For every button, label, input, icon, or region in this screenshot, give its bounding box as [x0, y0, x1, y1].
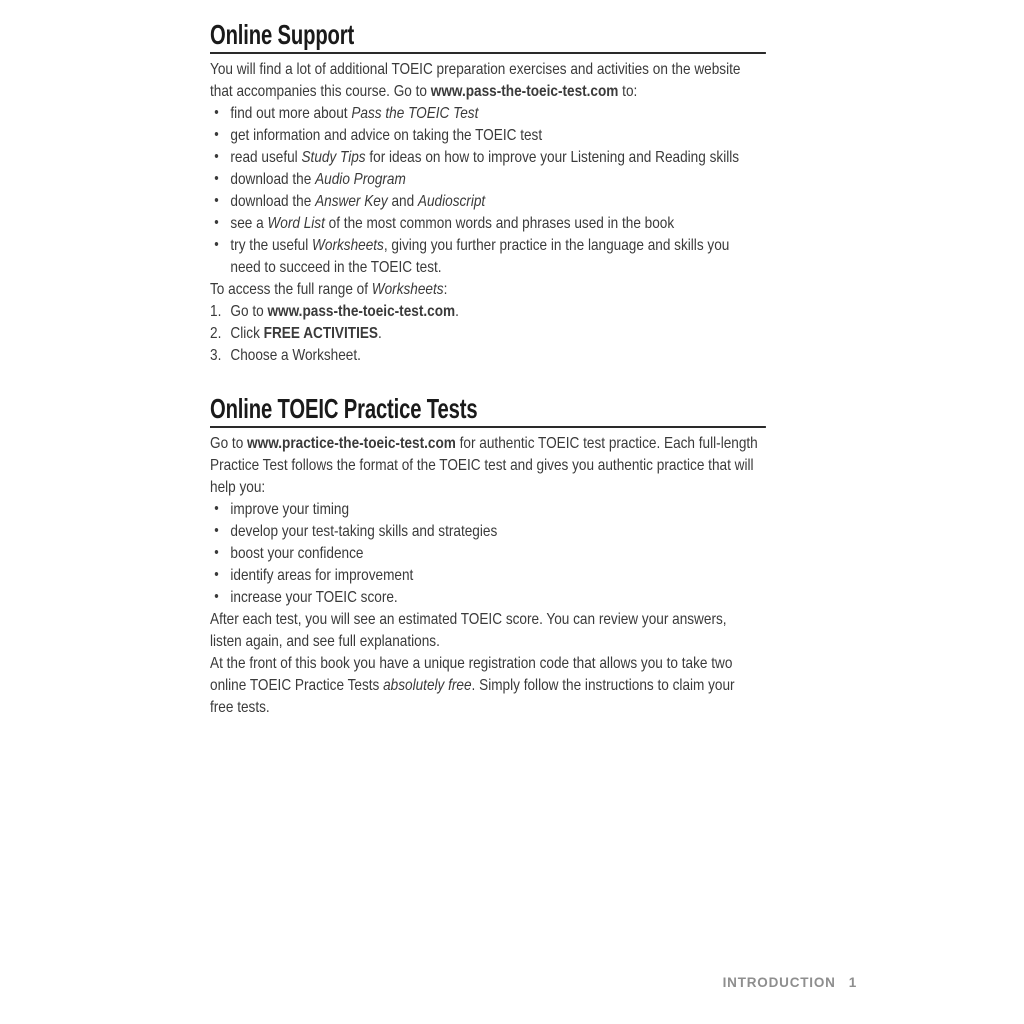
list-item-text — [230, 215, 674, 232]
text-run: Go to — [210, 435, 248, 452]
text-run: try the useful — [230, 237, 313, 254]
list-item-text — [230, 127, 542, 144]
section-heading-text: Online TOEIC Practice Tests — [210, 393, 478, 424]
list-item-text — [230, 545, 363, 562]
section-heading-practice-tests — [210, 395, 766, 428]
bullet-icon: • — [214, 104, 219, 121]
text-run: listen again, and see full explanations. — [210, 633, 440, 650]
italic-text: Audio Program — [315, 171, 406, 188]
list-item-text — [230, 149, 739, 166]
text-run: and — [387, 193, 418, 210]
bold-text: FREE ACTIVITIES — [263, 325, 378, 342]
text-run: . — [377, 325, 382, 342]
italic-text: Answer Key — [315, 193, 388, 210]
bullet-icon: • — [214, 522, 219, 539]
bullet-icon: • — [214, 126, 219, 143]
text-run: . — [455, 303, 459, 320]
bullet-icon: • — [214, 566, 219, 583]
bold-text: www.practice-the-toeic-test.com — [247, 435, 456, 452]
bold-text: www.pass-the-toeic-test.com — [430, 83, 619, 100]
text-run: improve your timing — [230, 501, 350, 518]
footer-page-number: 1 — [848, 975, 857, 990]
text-run: . Simply follow the instructions to claim your — [471, 677, 735, 694]
bullet-icon: • — [214, 500, 219, 517]
worksheets-access-paragraph — [210, 279, 805, 301]
after-test-paragraph — [210, 609, 805, 653]
bullet-icon: • — [214, 148, 219, 165]
worksheets-step-list — [210, 301, 805, 367]
text-run: At the front of this book you have a unique registration code that allows you to take two — [210, 655, 733, 672]
text-run: find out more about — [230, 105, 352, 122]
text-run: Choose a Worksheet. — [230, 347, 361, 364]
italic-text: Pass the TOEIC Test — [351, 105, 479, 122]
bullet-list-item — [210, 235, 805, 279]
text-run: Go to — [230, 303, 268, 320]
list-item-text — [230, 501, 349, 518]
support-bullet-list — [210, 103, 805, 279]
list-item-text — [230, 237, 729, 276]
text-run: for authentic TOEIC test practice. Each full-length — [455, 435, 758, 452]
text-run: : — [443, 281, 448, 298]
section-heading-text: Online Support — [210, 19, 355, 50]
text-run: download the — [230, 171, 316, 188]
bullet-list-item — [210, 543, 805, 565]
text-run: identify areas for improvement — [230, 567, 414, 584]
italic-text: Study Tips — [301, 149, 366, 166]
bullet-list-item — [210, 521, 805, 543]
bold-text: www.pass-the-toeic-test.com — [267, 303, 456, 320]
text-run: read useful — [230, 149, 302, 166]
section-practice-tests — [210, 395, 805, 719]
text-run: Click — [230, 325, 264, 342]
italic-text: Word List — [267, 215, 325, 232]
list-item-text — [230, 303, 458, 320]
bullet-list-item — [210, 103, 805, 125]
text-run: need to succeed in the TOEIC test. — [230, 259, 442, 276]
text-run: see a — [230, 215, 268, 232]
bullet-list-item — [210, 147, 805, 169]
section-heading-online-support — [210, 21, 766, 54]
bullet-list-item — [210, 499, 805, 521]
text-run: increase your TOEIC score. — [230, 589, 398, 606]
bullet-icon: • — [214, 170, 219, 187]
list-item-text — [230, 347, 361, 364]
bullet-list-item — [210, 169, 805, 191]
bullet-list-item — [210, 191, 805, 213]
text-run: that accompanies this course. Go to — [210, 83, 431, 100]
item-number: 3. — [210, 347, 222, 364]
text-run: To access the full range of — [210, 281, 372, 298]
text-run: get information and advice on taking the TOEIC test — [230, 127, 543, 144]
bullet-icon: • — [214, 544, 219, 561]
page-footer — [723, 975, 857, 990]
list-item-text — [230, 171, 405, 188]
text-run: boost your confidence — [230, 545, 364, 562]
text-run: of the most common words and phrases used in the book — [324, 215, 675, 232]
page-content — [210, 21, 805, 719]
section-online-support — [210, 21, 805, 367]
list-item-text — [230, 193, 485, 210]
item-number: 1. — [210, 303, 222, 320]
numbered-list-item — [210, 301, 805, 323]
intro-paragraph — [210, 59, 805, 103]
list-item-text — [230, 325, 381, 342]
numbered-list-item — [210, 323, 805, 345]
italic-text: absolutely free — [383, 677, 472, 694]
bullet-icon: • — [214, 588, 219, 605]
text-run: download the — [230, 193, 316, 210]
text-run: , giving you further practice in the language and skills you — [383, 237, 730, 254]
bullet-list-item — [210, 565, 805, 587]
bullet-list-item — [210, 213, 805, 235]
practice-bullet-list — [210, 499, 805, 609]
text-run: help you: — [210, 479, 266, 496]
footer-section-label: INTRODUCTION — [722, 975, 836, 990]
practice-intro-paragraph — [210, 433, 805, 499]
registration-paragraph — [210, 653, 805, 719]
list-item-text — [230, 589, 397, 606]
list-item-text — [230, 523, 497, 540]
bullet-icon: • — [214, 236, 219, 253]
text-run: After each test, you will see an estimated TOEIC score. You can review your answers, — [210, 611, 727, 628]
numbered-list-item — [210, 345, 805, 367]
text-run: for ideas on how to improve your Listening and Reading skills — [365, 149, 740, 166]
text-run: develop your test-taking skills and strategies — [230, 523, 498, 540]
list-item-text — [230, 105, 478, 122]
bullet-icon: • — [214, 214, 219, 231]
text-run: You will find a lot of additional TOEIC preparation exercises and activities on the website — [210, 61, 741, 78]
italic-text: Audioscript — [417, 193, 486, 210]
italic-text: Worksheets — [312, 237, 384, 254]
bullet-list-item — [210, 587, 805, 609]
text-run: free tests. — [210, 699, 270, 716]
bullet-list-item — [210, 125, 805, 147]
text-run: online TOEIC Practice Tests — [210, 677, 384, 694]
bullet-icon: • — [214, 192, 219, 209]
item-number: 2. — [210, 325, 222, 342]
list-item-text — [230, 567, 413, 584]
italic-text: Worksheets — [371, 281, 444, 298]
text-run: Practice Test follows the format of the TOEIC test and gives you authentic practice that will — [210, 457, 754, 474]
text-run: to: — [618, 83, 638, 100]
